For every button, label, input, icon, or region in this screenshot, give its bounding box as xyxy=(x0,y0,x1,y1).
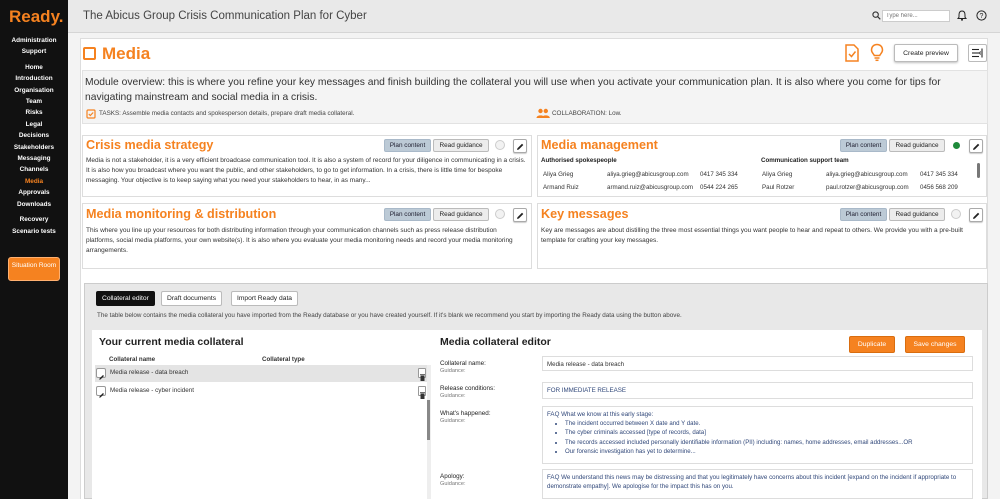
status-indicator xyxy=(951,209,961,219)
tasks-text: TASKS: Assemble media contacts and spokesperson details, prepare draft media collateral. xyxy=(99,110,355,117)
trash-icon[interactable] xyxy=(418,368,426,378)
status-indicator xyxy=(495,209,505,219)
situation-room-button[interactable]: Situation Room xyxy=(8,257,60,281)
page-title: Media xyxy=(102,44,151,63)
field-label: Collateral name: xyxy=(440,360,486,367)
sidebar-item-channels[interactable]: Channels xyxy=(19,166,49,174)
collateral-name: Media release - data breach xyxy=(110,369,189,376)
contact-name: Aliya Grieg xyxy=(543,171,574,178)
read-guidance-button[interactable]: Read guidance xyxy=(433,208,489,221)
editor-title: Media collateral editor xyxy=(440,336,551,348)
list-item: • The cyber criminals accessed [type of records, data] xyxy=(565,428,968,437)
trash-icon[interactable] xyxy=(418,386,426,396)
list-item: • Our forensic investigation has yet to determine... xyxy=(565,447,968,456)
media-monitoring-text: This where you line up your resources for both distributing information through your communication channels such as press release distribution platforms, social media platforms, your own website(s). It is also where you evaluate your media monitoring needs and record your media monitoring arrangements. xyxy=(86,227,513,255)
plan-title: The Abicus Group Crisis Communication Plan for Cyber xyxy=(83,10,367,22)
key-messages-text: Key are messages are about distilling the three most essential things you want people to hear and repeat to others. We provide you with a pre-built template for crafting your key messages. xyxy=(541,227,963,245)
svg-text:?: ? xyxy=(979,13,984,20)
ready-logo[interactable]: Ready. xyxy=(9,7,64,26)
pencil-icon xyxy=(514,141,526,153)
save-changes-button[interactable]: Save changes xyxy=(905,336,965,353)
collaboration-text: COLLABORATION: Low. xyxy=(552,110,622,117)
pencil-icon xyxy=(514,210,526,222)
contact-email: aliya.grieg@abicusgroup.com xyxy=(607,171,689,178)
pencil-icon[interactable] xyxy=(96,386,106,396)
read-guidance-button[interactable]: Read guidance xyxy=(889,139,945,152)
collateral-name: Media release - cyber incident xyxy=(110,387,194,394)
guidance-label: Guidance: xyxy=(440,393,466,399)
sidebar xyxy=(0,0,68,499)
edit-button[interactable] xyxy=(969,208,983,222)
sidebar-nav xyxy=(0,35,68,237)
current-collateral-title: Your current media collateral xyxy=(99,336,244,348)
module-overview-text: Module overview: this is where you refine your key messages and finish building the collateral you will use when you activate your communication plan. It is also where you come for tips for navigating mainstream and social media in a crisis. xyxy=(85,77,941,103)
search-input[interactable] xyxy=(882,10,950,22)
plan-content-button[interactable]: Plan content xyxy=(384,139,431,152)
contact-email: armand.ruiz@abicusgroup.com xyxy=(607,184,694,191)
crisis-media-strategy-text: Media is not a stakeholder, it is a very efficient broadcase communication tool. It is also a system of record for your diligence in communicating in a crisis. It is also how you broadcast where you want the public, and other stakeholders, to go to get information. In a crisis, there is little time for bespoke messaging. Your objective is to keep saying what you need your stakeholders to hear, in as many... xyxy=(86,157,526,185)
guidance-label: Guidance: xyxy=(440,368,466,374)
collaboration-icon xyxy=(536,108,550,118)
contact-name: Aliya Grieg xyxy=(762,171,793,178)
read-guidance-button[interactable]: Read guidance xyxy=(889,208,945,221)
guidance-label: Guidance: xyxy=(440,418,466,424)
menu-collapse-icon[interactable] xyxy=(968,44,987,62)
sidebar-item-administration[interactable]: Administration xyxy=(11,37,57,44)
tab-draft-documents[interactable]: Draft documents xyxy=(161,291,222,306)
search-icon xyxy=(872,11,881,20)
plan-content-button[interactable]: Plan content xyxy=(840,139,887,152)
field-intro: FAQ What we know at this early stage: xyxy=(547,411,654,418)
happened-list xyxy=(547,419,968,456)
duplicate-button[interactable]: Duplicate xyxy=(849,336,895,353)
apology-field[interactable]: FAQ We understand this news may be distressing and that you legitimately have concerns about this incident [expand on the incident if appropriate to demonstrate empathy]. We apologise for the impact this has on you. xyxy=(542,469,973,499)
sidebar-item-organisation[interactable]: Organisation xyxy=(14,86,54,94)
contact-name: Armand Ruiz xyxy=(543,184,579,191)
tasks-icon xyxy=(86,109,96,119)
key-messages-title: Key messages xyxy=(541,207,629,221)
sidebar-item-scenario-tests[interactable]: Scenario tests xyxy=(12,227,56,235)
field-label: Apology: xyxy=(440,473,465,480)
help-icon[interactable] xyxy=(976,10,987,21)
edit-button[interactable] xyxy=(513,208,527,222)
whats-happened-field[interactable] xyxy=(542,406,973,464)
contact-name: Paul Rotzer xyxy=(762,184,795,191)
read-guidance-button[interactable]: Read guidance xyxy=(433,139,489,152)
contact-email: aliya.grieg@abicusgroup.com xyxy=(826,171,908,178)
collateral-description: The table below contains the media collateral you have imported from the Ready database or you have created yourself. If it's blank we recommend you start by importing the Ready data using the button above. xyxy=(97,312,682,319)
sidebar-item-stakeholders[interactable]: Stakeholders xyxy=(13,143,55,151)
bell-icon[interactable] xyxy=(957,10,967,21)
column-header-name: Collateral name xyxy=(109,356,156,363)
sidebar-item-legal[interactable]: Legal xyxy=(25,120,43,128)
contact-phone: 0544 224 265 xyxy=(700,184,738,191)
sidebar-item-support[interactable]: Support xyxy=(21,48,47,56)
edit-button[interactable] xyxy=(969,139,983,153)
contact-phone: 0417 345 334 xyxy=(700,171,738,178)
checkbox-icon xyxy=(83,47,96,60)
media-monitoring-title: Media monitoring & distribution xyxy=(86,207,277,221)
contact-phone: 0456 568 209 xyxy=(920,184,958,191)
list-item: • The incident occurred between X date and Y date. xyxy=(565,419,968,428)
document-check-icon[interactable] xyxy=(844,44,860,62)
guidance-label: Guidance: xyxy=(440,481,466,487)
sidebar-item-home[interactable]: Home xyxy=(25,63,43,71)
table-row[interactable] xyxy=(95,365,430,382)
status-complete-indicator xyxy=(953,142,960,149)
crisis-media-strategy-title: Crisis media strategy xyxy=(86,138,214,152)
tab-import-ready-data[interactable]: Import Ready data xyxy=(231,291,298,306)
field-label: Release conditions: xyxy=(440,385,495,392)
table-row[interactable] xyxy=(95,383,430,400)
status-indicator xyxy=(495,140,505,150)
pencil-icon[interactable] xyxy=(96,368,106,378)
column-header-type: Collateral type xyxy=(262,356,305,363)
scrollbar[interactable] xyxy=(977,163,980,178)
support-team-heading: Communication support team xyxy=(761,157,849,164)
list-item: • The records accessed included personally identifiable information (PII) including: names, home addresses, email addresses...OR xyxy=(565,438,968,447)
sidebar-item-decisions[interactable]: Decisions xyxy=(18,132,50,140)
media-management-title: Media management xyxy=(541,138,658,152)
release-conditions-field[interactable]: FOR IMMEDIATE RELEASE xyxy=(542,382,973,399)
sidebar-item-approvals[interactable]: Approvals xyxy=(18,189,50,197)
sidebar-item-introduction[interactable]: Introduction xyxy=(15,75,53,83)
pencil-icon xyxy=(970,210,982,222)
scrollbar-thumb[interactable] xyxy=(427,400,430,440)
sidebar-item-recovery[interactable]: Recovery xyxy=(19,216,49,224)
sidebar-item-risks[interactable]: Risks xyxy=(25,109,43,117)
plan-content-button[interactable]: Plan content xyxy=(840,208,887,221)
lightbulb-icon[interactable] xyxy=(869,43,885,62)
contact-phone: 0417 345 334 xyxy=(920,171,958,178)
field-label: What's happened: xyxy=(440,410,491,417)
sidebar-item-team[interactable]: Team xyxy=(25,98,43,106)
spokespeople-heading: Authorised spokespeople xyxy=(541,157,617,164)
top-bar xyxy=(68,0,1000,33)
pencil-icon xyxy=(970,141,982,153)
sidebar-item-messaging[interactable]: Messaging xyxy=(17,155,51,163)
tab-collateral-editor[interactable]: Collateral editor xyxy=(96,291,155,306)
contact-email: paul.rotzer@abicusgroup.com xyxy=(826,184,909,191)
plan-content-button[interactable]: Plan content xyxy=(384,208,431,221)
edit-button[interactable] xyxy=(513,139,527,153)
create-preview-button[interactable]: Create preview xyxy=(894,44,958,62)
sidebar-item-media[interactable]: Media xyxy=(24,177,44,185)
sidebar-item-downloads[interactable]: Downloads xyxy=(16,200,52,208)
collateral-name-field[interactable]: Media release - data breach xyxy=(542,356,973,371)
